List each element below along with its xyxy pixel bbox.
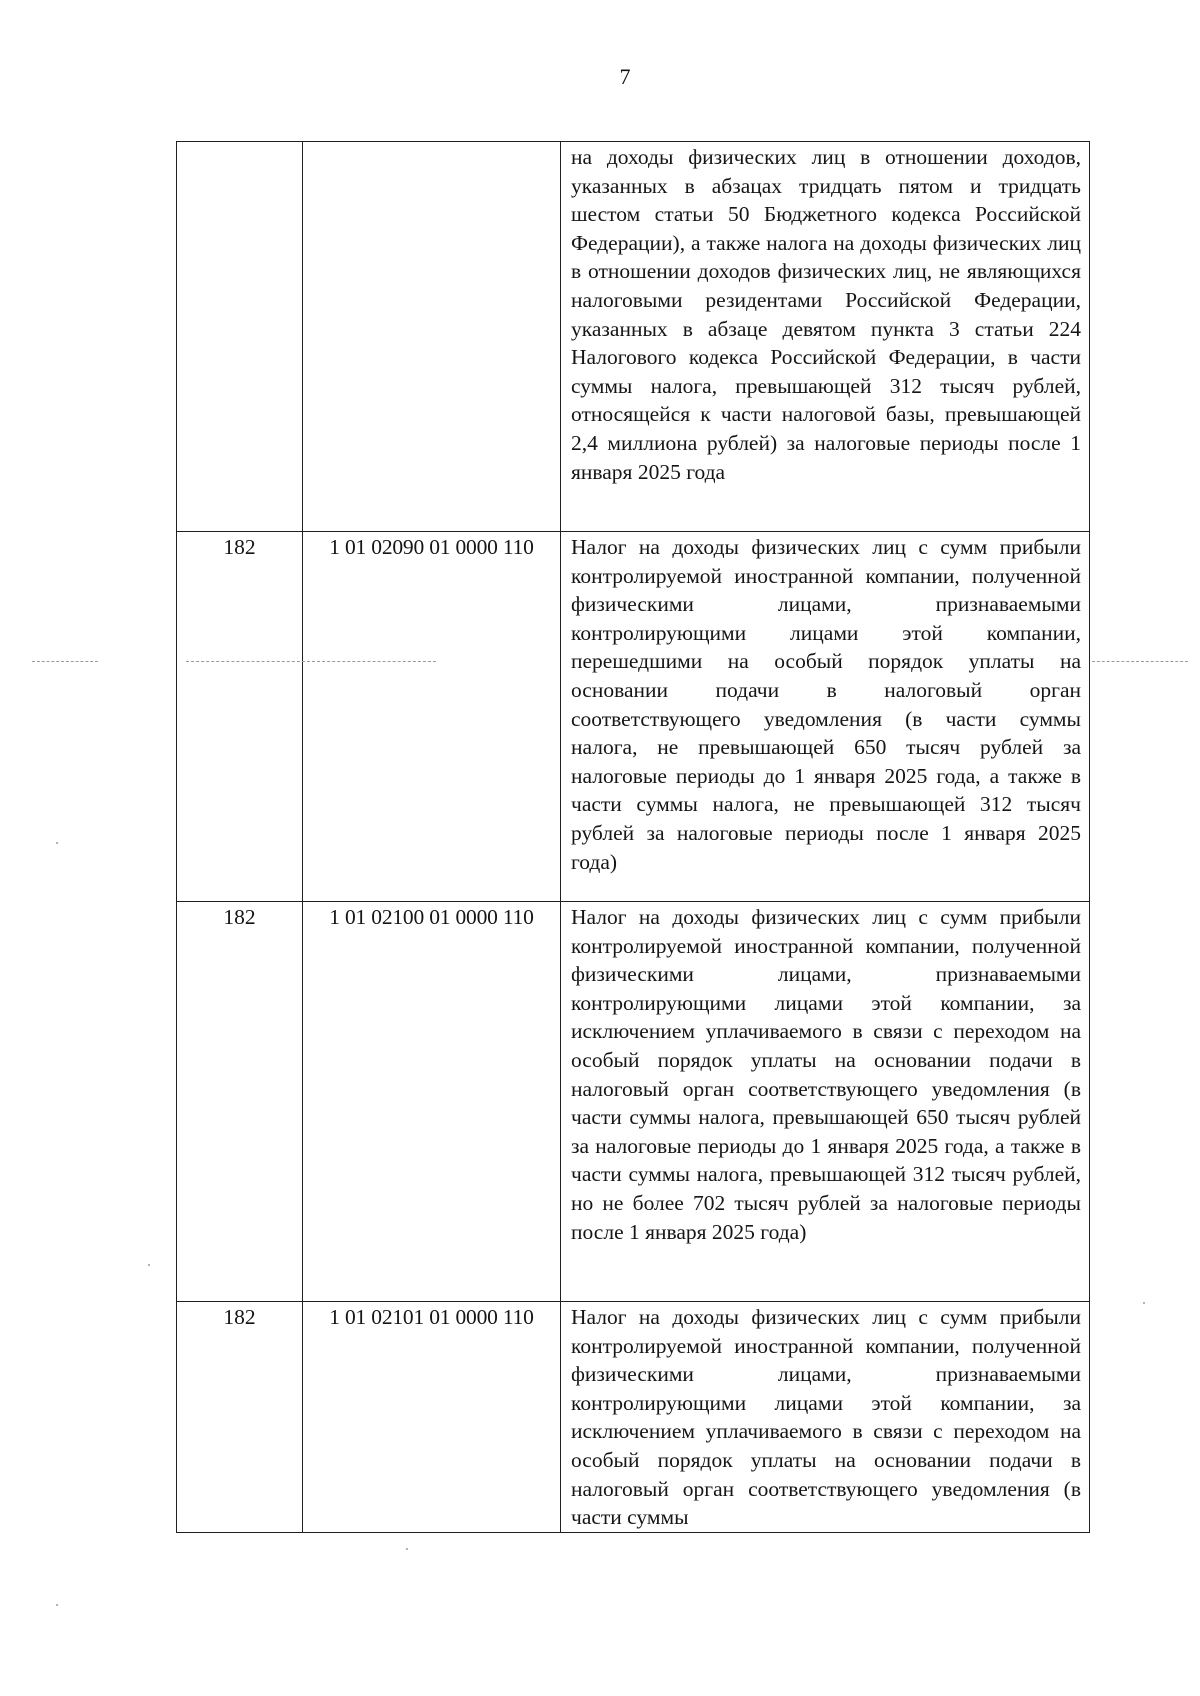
kbk-code-cell: 1 01 02101 01 0000 110 xyxy=(303,1302,561,1533)
admin-code-cell xyxy=(177,142,303,532)
scan-speck xyxy=(1143,1302,1145,1304)
scan-artifact-line xyxy=(1092,661,1188,662)
scan-speck xyxy=(56,842,58,844)
kbk-code-cell: 1 01 02090 01 0000 110 xyxy=(303,532,561,902)
kbk-code-cell: 1 01 02100 01 0000 110 xyxy=(303,902,561,1302)
admin-code-cell: 182 xyxy=(177,1302,303,1533)
admin-code-cell: 182 xyxy=(177,532,303,902)
scan-speck xyxy=(56,1604,58,1606)
revenue-name-cell: Налог на доходы физических лиц с сумм прибыли контролируемой иностранной компании, полученной физическими лицами, признаваемыми контролирующими лицами этой компании, за исключением уплачиваемого в связи с переходом на особый порядок уплаты на основании подачи в налоговый орган соответствующего уведомления (в части суммы налога, превышающей 650 тысяч рублей за налоговые периоды до 1 января 2025 года, а также в части суммы налога, превышающей 312 тысяч рублей, но не более 702 тысяч рублей за налоговые периоды после 1 января 2025 года) xyxy=(561,902,1090,1302)
scan-artifact-line xyxy=(186,661,436,662)
table-row xyxy=(177,142,1090,532)
budget-classification-table xyxy=(176,141,1090,1533)
kbk-code-cell xyxy=(303,142,561,532)
revenue-name-cell: Налог на доходы физических лиц с сумм прибыли контролируемой иностранной компании, полученной физическими лицами, признаваемыми контролирующими лицами этой компании, перешедшими на особый порядок уплаты на основании подачи в налоговый орган соответствующего уведомления (в части суммы налога, не превышающей 650 тысяч рублей за налоговые периоды до 1 января 2025 года, а также в части суммы налога, не превышающей 312 тысяч рублей за налоговые периоды после 1 января 2025 года) xyxy=(561,532,1090,902)
revenue-name-cell: Налог на доходы физических лиц с сумм прибыли контролируемой иностранной компании, полученной физическими лицами, признаваемыми контролирующими лицами этой компании, за исключением уплачиваемого в связи с переходом на особый порядок уплаты на основании подачи в налоговый орган соответствующего уведомления (в части суммы xyxy=(561,1302,1090,1533)
page-number: 7 xyxy=(619,64,631,89)
table-row xyxy=(177,902,1090,1302)
table-row xyxy=(177,1302,1090,1533)
scan-artifact-line xyxy=(32,661,98,662)
table-row xyxy=(177,532,1090,902)
scan-speck xyxy=(406,1548,408,1550)
revenue-name-cell: на доходы физических лиц в отношении доходов, указанных в абзацах тридцать пятом и тридцать шестом статьи 50 Бюджетного кодекса Российской Федерации), а также налога на доходы физических лиц в отношении доходов физических лиц, не являющихся налоговыми резидентами Российской Федерации, указанных в абзаце девятом пункта 3 статьи 224 Налогового кодекса Российской Федерации, в части суммы налога, превышающей 312 тысяч рублей, относящейся к части налоговой базы, превышающей 2,4 миллиона рублей) за налоговые периоды после 1 января 2025 года xyxy=(561,142,1090,532)
scan-speck xyxy=(148,1264,150,1266)
admin-code-cell: 182 xyxy=(177,902,303,1302)
